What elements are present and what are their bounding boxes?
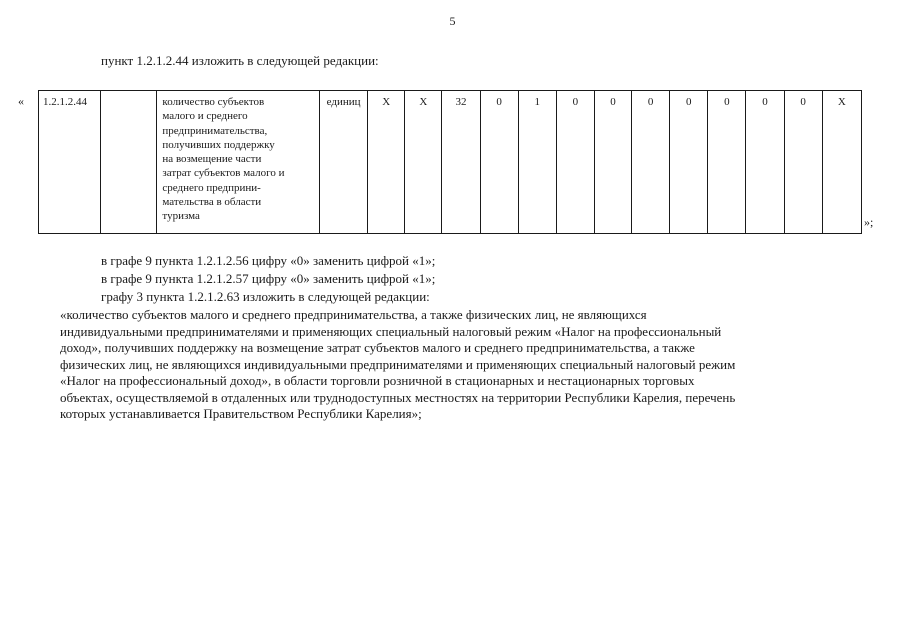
value-cell: 0 bbox=[670, 91, 708, 234]
description-line: малого и среднего bbox=[162, 110, 248, 123]
paragraph-line: физических лиц, не являющихся индивидуальными предпринимателями и применяющих специальный налоговый режим bbox=[60, 356, 736, 372]
unit-cell: единиц bbox=[320, 91, 368, 234]
value-cell: 32 bbox=[442, 91, 480, 234]
value-cell: 0 bbox=[784, 91, 822, 234]
change-line: в графе 9 пункта 1.2.1.2.56 цифру «0» заменить цифрой «1»; bbox=[101, 253, 436, 268]
page-number: 5 bbox=[449, 14, 456, 28]
closing-quote: »; bbox=[864, 215, 874, 229]
description-line: предпринимательства, bbox=[162, 124, 268, 137]
change-line: графу 3 пункта 1.2.1.2.63 изложить в следующей редакции: bbox=[101, 289, 430, 304]
value-cell: 0 bbox=[556, 91, 594, 234]
description-line: получивших поддержку bbox=[162, 138, 275, 151]
value-cell: 1 bbox=[518, 91, 556, 234]
value-cell: 0 bbox=[746, 91, 784, 234]
opening-quote: « bbox=[18, 94, 24, 108]
description-line: количество субъектов bbox=[162, 96, 265, 108]
value-cell: Х bbox=[368, 91, 405, 234]
table-row bbox=[39, 91, 862, 234]
change-line: в графе 9 пункта 1.2.1.2.57 цифру «0» заменить цифрой «1»; bbox=[101, 271, 436, 286]
empty-cell bbox=[101, 91, 157, 234]
paragraph-line: «Налог на профессиональный доход», в области торговли розничной в стационарных и нестационарных торговых bbox=[60, 373, 695, 388]
paragraph-line: доход», получивших поддержку на возмещение затрат субъектов малого и среднего предпринимательства, а также bbox=[60, 340, 695, 355]
amendment-table bbox=[38, 90, 862, 234]
item-number-cell: 1.2.1.2.44 bbox=[39, 91, 101, 234]
value-cell: 0 bbox=[708, 91, 746, 234]
new-wording-paragraph bbox=[60, 307, 856, 423]
intro-line: пункт 1.2.1.2.44 изложить в следующей редакции: bbox=[101, 53, 379, 68]
description-line: среднего предприни- bbox=[162, 181, 261, 194]
value-cell: 0 bbox=[480, 91, 518, 234]
description-line: затрат субъектов малого и bbox=[162, 167, 285, 180]
value-cell: 0 bbox=[594, 91, 631, 234]
paragraph-line: индивидуальными предпринимателями и применяющих специальный налоговый режим «Налог на профессиональный bbox=[60, 323, 722, 339]
paragraph-line: которых устанавливается Правительством Республики Карелия»; bbox=[60, 406, 422, 421]
paragraph-line: «количество субъектов малого и среднего предпринимательства, а также физических лиц, не являющихся bbox=[60, 307, 647, 322]
description-line: туризма bbox=[162, 210, 200, 223]
paragraph-line: объектах, осуществляемой в отдаленных или труднодоступных местностях на территории Республики Карелия, перечень bbox=[60, 389, 736, 405]
indicator-description-cell bbox=[157, 91, 320, 234]
description-line: на возмещение части bbox=[162, 153, 262, 166]
value-cell: 0 bbox=[632, 91, 670, 234]
value-cell: Х bbox=[822, 91, 861, 234]
value-cell: Х bbox=[405, 91, 442, 234]
description-line: мательства в области bbox=[162, 196, 262, 209]
